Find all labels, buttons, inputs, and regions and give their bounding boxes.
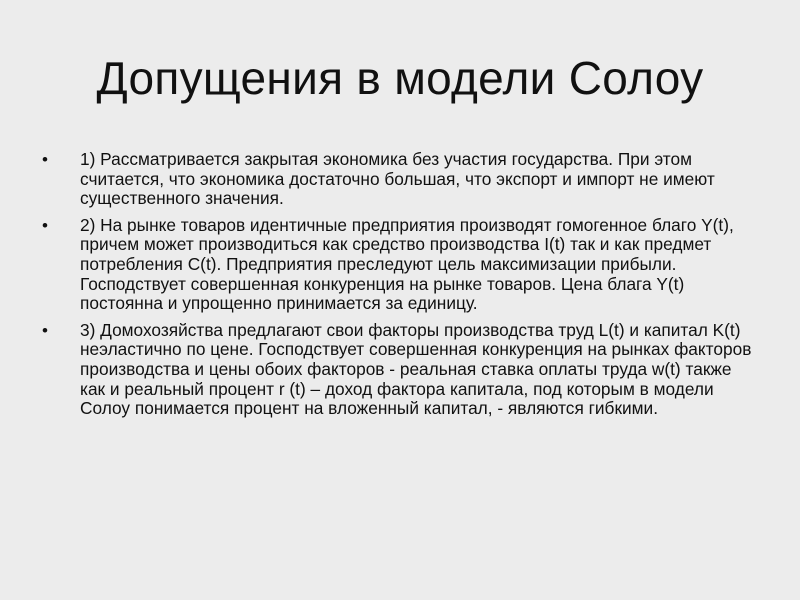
bullet-text: 1) Рассматривается закрытая экономика без участия государства. При этом считается, что экономика достаточно большая, что экспорт и импорт не имеют существенного значения. <box>80 149 715 209</box>
bullet-icon: • <box>42 150 48 169</box>
bullet-text: 3) Домохозяйства предлагают свои факторы производства труд L(t) и капитал K(t) неэластично по цене. Господствует совершенная конкуренция на рынках факторов производства и цены обоих факторов - реальная ставка оплаты труда w(t) также как и реальный процент r (t) – доход фактора капитала, под которым в модели Солоу понимается процент на вложенный капитал, - являются гибкими. <box>80 319 752 419</box>
bullet-text: 2) На рынке товаров идентичные предприятия производят гомогенное благо Y(t), причем может производиться как средство производства I(t) так и как предмет потребления C(t). Предприятия преследуют цель максимизации прибыли. Господствует совершенная конкуренция на рынке товаров. Цена блага Y(t) постоянна и упрощенно принимается за единицу. <box>80 214 734 314</box>
bullet-icon: • <box>42 215 48 235</box>
bullet-item-3 <box>40 321 752 419</box>
bullet-item-1 <box>40 150 752 209</box>
bullet-icon: • <box>42 320 48 340</box>
bullet-item-2 <box>40 216 752 314</box>
bullet-list <box>40 150 752 426</box>
slide-title: Допущения в модели Солоу <box>96 52 704 104</box>
